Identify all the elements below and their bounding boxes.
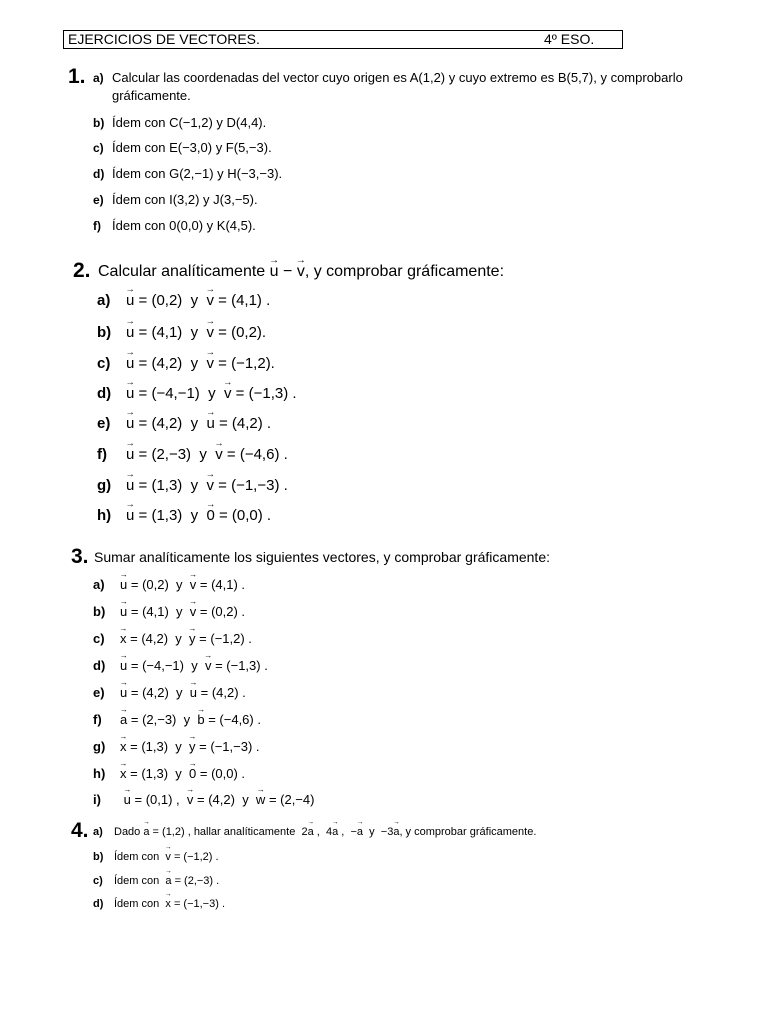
vector-value: = (2,−3) bbox=[130, 712, 177, 727]
conjunction: y bbox=[191, 658, 198, 673]
item-text: Ídem con bbox=[114, 875, 160, 887]
exercise-2-item bbox=[97, 507, 271, 525]
conjunction: y bbox=[176, 577, 183, 592]
scalar: 2 bbox=[301, 826, 308, 838]
item-label: h) bbox=[97, 507, 112, 524]
item-label: b) bbox=[93, 116, 105, 130]
vector-value: = (−1,−3) . bbox=[173, 898, 225, 910]
exercise-1b bbox=[93, 115, 266, 131]
scalar: −3 bbox=[380, 826, 394, 838]
exercise-3-item bbox=[93, 739, 260, 755]
conjunction: y bbox=[190, 292, 199, 309]
conjunction: y bbox=[190, 324, 199, 341]
vector-symbol: → u bbox=[126, 446, 134, 464]
vector-value: = (−1,3) . bbox=[215, 658, 268, 673]
vector-symbol: → y bbox=[189, 739, 196, 755]
vector-symbol: → v bbox=[206, 355, 214, 373]
vector-value: = (1,3) bbox=[138, 477, 183, 494]
exercise-3-item bbox=[93, 766, 245, 782]
vector-value: = (−1,2) . bbox=[173, 851, 219, 863]
item-label: c) bbox=[93, 141, 104, 155]
item-label: e) bbox=[93, 685, 105, 700]
exercise-4a: a) Dado → a = (1,2) , hallar analíticamente 2→ a , 4→ a , −→ a y −3→ a, y comprobar gráficamente. bbox=[93, 825, 536, 839]
vector-symbol: → v bbox=[187, 792, 194, 808]
item-label: a) bbox=[93, 577, 105, 592]
vector-symbol: → y bbox=[189, 631, 196, 647]
vector-value: = (4,2) bbox=[197, 792, 235, 807]
item-label: a) bbox=[93, 71, 104, 85]
exercise-3-item bbox=[93, 631, 252, 647]
exercise-2-item bbox=[97, 355, 275, 373]
vector-symbol: → u bbox=[120, 658, 127, 674]
vector-value: = (−4,−1) bbox=[138, 385, 200, 402]
vector-symbol: → 0 bbox=[206, 507, 214, 525]
vector-value: = (4,2) bbox=[138, 415, 183, 432]
conjunction: y bbox=[199, 446, 207, 463]
vector-value: = (4,2) . bbox=[219, 415, 272, 432]
vector-symbol: → u bbox=[126, 385, 134, 403]
vector-symbol: → x bbox=[165, 897, 171, 911]
vector-symbol: → x bbox=[120, 766, 127, 782]
conjunction: y bbox=[183, 712, 191, 727]
item-text: Ídem con E(−3,0) y F(5,−3). bbox=[112, 140, 272, 155]
item-label: c) bbox=[97, 355, 111, 372]
header-box bbox=[63, 30, 623, 49]
vector-symbol: → 0 bbox=[189, 766, 196, 782]
exercise-2-title bbox=[98, 263, 504, 281]
vector-v: → v bbox=[297, 263, 305, 281]
vector-symbol: → u bbox=[190, 685, 197, 701]
item-label: a) bbox=[97, 292, 111, 309]
vector-value: = (0,2). bbox=[218, 324, 267, 341]
vector-value: = (4,1) . bbox=[199, 577, 246, 592]
item-label: d) bbox=[93, 898, 104, 910]
vector-value: = (−1,3) . bbox=[235, 385, 297, 402]
item-text: Ídem con G(2,−1) y H(−3,−3). bbox=[112, 166, 283, 181]
exercise-1e bbox=[93, 192, 258, 208]
exercise-3-title: Sumar analíticamente los siguientes vectores, y comprobar gráficamente: bbox=[94, 549, 550, 565]
scalar: − bbox=[350, 826, 357, 838]
vector-value: = (0,2) bbox=[130, 577, 169, 592]
item-label: d) bbox=[93, 167, 105, 181]
item-text: Ídem con C(−1,2) y D(4,4). bbox=[112, 115, 267, 130]
conjunction: y bbox=[208, 385, 216, 402]
item-label: f) bbox=[97, 446, 107, 463]
conjunction: y bbox=[242, 792, 249, 807]
exercise-3-item bbox=[93, 604, 245, 620]
vector-value: = (2,−3) bbox=[138, 446, 192, 463]
vector-value: = (4,2) . bbox=[200, 685, 246, 700]
vector-value: = (−1,2) . bbox=[199, 631, 252, 646]
vector-value: = (−1,−3) . bbox=[218, 477, 288, 494]
vector-symbol: → u bbox=[126, 355, 134, 373]
vector-symbol: → v bbox=[165, 850, 171, 864]
vector-value: = (4,1) . bbox=[218, 292, 271, 309]
exercise-2-item bbox=[97, 292, 270, 310]
item-label: e) bbox=[93, 193, 104, 207]
vector-symbol: → u bbox=[120, 604, 127, 620]
conjunction: y bbox=[175, 631, 182, 646]
item-text: Calcular las coordenadas del vector cuyo origen es A(1,2) y cuyo extremo es B(5,7), y comprobarlo bbox=[112, 70, 683, 85]
vector-value: = (0,0) . bbox=[219, 507, 272, 524]
vector-symbol: → v bbox=[206, 324, 214, 342]
exercise-4-item bbox=[93, 850, 219, 864]
vector-symbol: → b bbox=[197, 712, 204, 728]
vector-symbol: → v bbox=[190, 604, 197, 620]
vector-symbol: → v bbox=[190, 577, 197, 593]
exercise-3i bbox=[93, 792, 314, 808]
vector-symbol: → w bbox=[256, 792, 265, 808]
exercise-1a bbox=[93, 70, 683, 86]
exercise-1a-continued: gráficamente. bbox=[112, 88, 191, 103]
separator: , bbox=[316, 826, 320, 838]
vector-symbol: → v bbox=[206, 477, 214, 495]
vector-value: = (1,3) bbox=[130, 766, 169, 781]
separator: , bbox=[341, 826, 345, 838]
item-label: f) bbox=[93, 219, 101, 233]
item-label: f) bbox=[93, 712, 102, 727]
vector-symbol: → v bbox=[206, 292, 214, 310]
vector-value: = (0,1) , bbox=[134, 792, 180, 807]
item-label: b) bbox=[93, 851, 104, 863]
minus-sign: − bbox=[283, 263, 293, 280]
conjunction: y bbox=[175, 766, 182, 781]
vector-value: = (0,2) . bbox=[199, 604, 246, 619]
exercise-2-item bbox=[97, 385, 297, 403]
vector-value: = (0,0) . bbox=[199, 766, 246, 781]
vector-value: = (−1,2). bbox=[218, 355, 275, 372]
item-label: a) bbox=[93, 826, 103, 838]
vector-symbol: → u bbox=[120, 577, 127, 593]
vector-symbol: → a bbox=[143, 825, 149, 839]
scalar: 4 bbox=[325, 826, 333, 838]
exercise-2-item bbox=[97, 415, 271, 433]
exercise-2-item bbox=[97, 477, 288, 495]
vector-value: = (2,−4) bbox=[268, 792, 315, 807]
exercise-1c bbox=[93, 140, 272, 156]
vector-value: = (−1,−3) . bbox=[199, 739, 260, 754]
item-label: c) bbox=[93, 875, 103, 887]
vector-value: = (1,3) bbox=[138, 507, 183, 524]
exercise-3-item bbox=[93, 577, 245, 593]
item-text: Ídem con bbox=[114, 898, 160, 910]
vector-value: = (−4,6) . bbox=[226, 446, 288, 463]
item-text: Ídem con I(3,2) y J(3,−5). bbox=[112, 192, 258, 207]
item-text: Dado bbox=[114, 826, 141, 838]
vector-value: = (4,2) bbox=[130, 631, 169, 646]
title-text: , y comprobar gráficamente: bbox=[304, 263, 505, 280]
vector-symbol: → u bbox=[120, 685, 127, 701]
exercise-2-item bbox=[97, 324, 266, 342]
conjunction: y bbox=[176, 685, 183, 700]
exercise-4-number: 4. bbox=[71, 819, 89, 842]
exercise-3-item bbox=[93, 658, 268, 674]
exercise-3-item bbox=[93, 685, 246, 701]
exercise-3-item bbox=[93, 712, 261, 728]
vector-symbol: → a bbox=[120, 712, 127, 728]
exercise-4-item bbox=[93, 897, 225, 911]
item-text: = (1,2) , hallar analíticamente bbox=[152, 826, 296, 838]
item-label: d) bbox=[97, 385, 112, 402]
item-label: i) bbox=[93, 792, 101, 807]
exercise-1d bbox=[93, 166, 282, 182]
item-label: d) bbox=[93, 658, 106, 673]
item-text: Ídem con 0(0,0) y K(4,5). bbox=[112, 218, 256, 233]
vector-value: = (4,1) bbox=[130, 604, 169, 619]
conjunction: y bbox=[190, 477, 199, 494]
conjunction: y bbox=[190, 415, 199, 432]
item-text: Ídem con bbox=[114, 851, 160, 863]
item-text: , y comprobar gráficamente. bbox=[399, 826, 537, 838]
conjunction: y bbox=[190, 355, 199, 372]
conjunction: y bbox=[175, 739, 182, 754]
vector-value: = (4,2) bbox=[130, 685, 169, 700]
vector-symbol: → u bbox=[126, 324, 134, 342]
vector-value: = (4,1) bbox=[138, 324, 183, 341]
exercise-3-number: 3. bbox=[71, 545, 89, 568]
vector-value: = (2,−3) . bbox=[174, 875, 220, 887]
item-label: g) bbox=[97, 477, 112, 494]
vector-symbol: → v bbox=[215, 446, 223, 464]
vector-symbol: → x bbox=[120, 739, 127, 755]
item-label: b) bbox=[97, 324, 112, 341]
exercise-2-item bbox=[97, 446, 288, 464]
vector-symbol: → u bbox=[124, 792, 131, 808]
conjunction: y bbox=[190, 507, 199, 524]
vector-value: = (1,3) bbox=[130, 739, 169, 754]
exercise-1-number: 1. bbox=[68, 65, 86, 88]
vector-value: = (0,2) bbox=[138, 292, 183, 309]
item-label: e) bbox=[97, 415, 111, 432]
vector-symbol: → v bbox=[205, 658, 212, 674]
item-label: h) bbox=[93, 766, 106, 781]
vector-u: → u bbox=[270, 263, 279, 281]
vector-symbol: → x bbox=[120, 631, 127, 647]
vector-symbol: → v bbox=[224, 385, 232, 403]
vector-symbol: → u bbox=[126, 292, 134, 310]
conjunction: y bbox=[176, 604, 183, 619]
worksheet-title: EJERCICIOS DE VECTORES. bbox=[68, 31, 260, 47]
vector-value: = (−4,6) . bbox=[208, 712, 261, 727]
vector-value: = (−4,−1) bbox=[130, 658, 184, 673]
vector-symbol: → u bbox=[126, 415, 134, 433]
item-label: b) bbox=[93, 604, 106, 619]
grade-level: 4º ESO. bbox=[544, 31, 595, 47]
vector-symbol: → u bbox=[126, 507, 134, 525]
item-label: c) bbox=[93, 631, 105, 646]
exercise-1f bbox=[93, 218, 256, 234]
vector-symbol: → u bbox=[126, 477, 134, 495]
vector-value: = (4,2) bbox=[138, 355, 183, 372]
title-text: Calcular analíticamente bbox=[98, 263, 266, 280]
vector-symbol: → u bbox=[206, 415, 214, 433]
exercise-4-item bbox=[93, 874, 219, 888]
vector-symbol: → a bbox=[165, 874, 171, 888]
conjunction: y bbox=[369, 826, 375, 838]
exercise-2-number: 2. bbox=[73, 259, 91, 282]
item-label: g) bbox=[93, 739, 106, 754]
